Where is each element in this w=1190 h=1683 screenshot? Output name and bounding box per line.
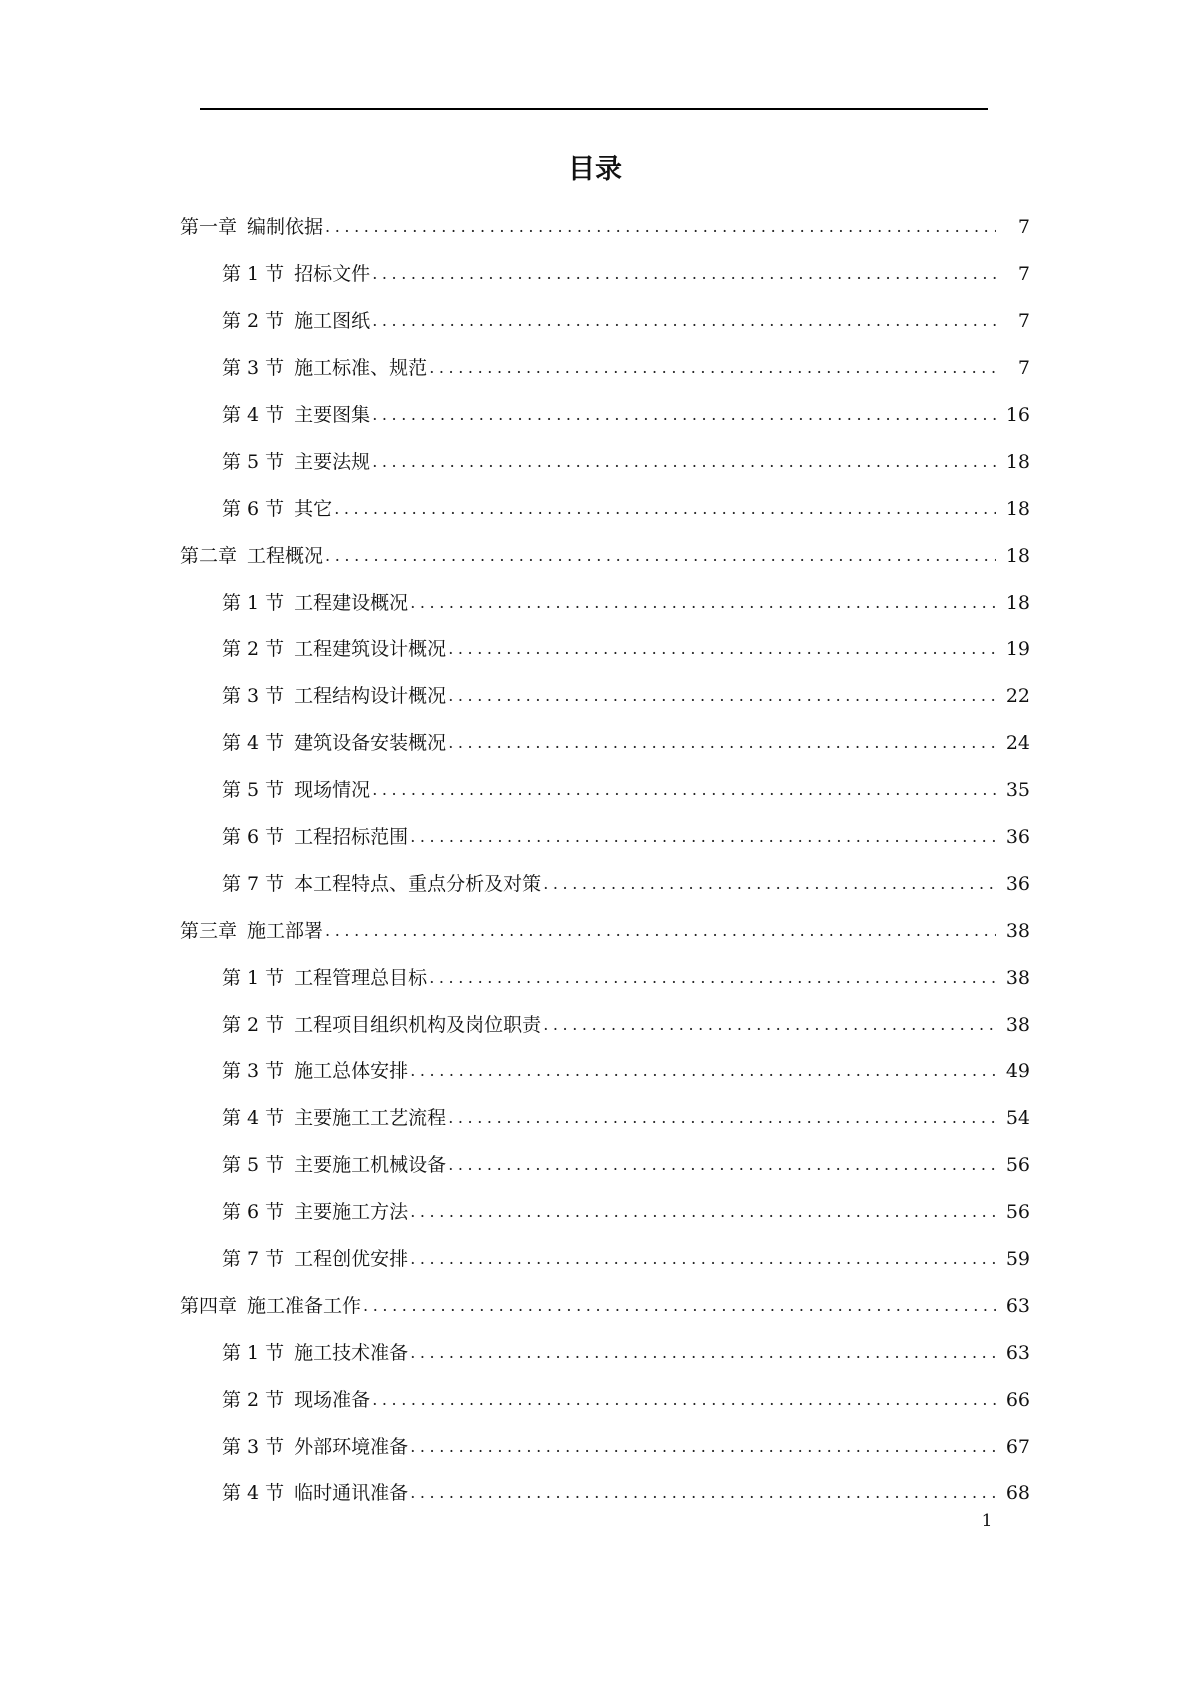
toc-entry-label	[222, 1106, 446, 1130]
toc-entry-title: 工程建设概况	[294, 591, 409, 614]
toc-section-entry[interactable]	[0, 438, 1190, 485]
toc-entry-label	[222, 1153, 446, 1177]
toc-entry-title: 主要施工方法	[294, 1201, 409, 1224]
toc-entry-label	[180, 1294, 361, 1318]
toc-entry-title: 施工准备工作	[247, 1294, 362, 1317]
toc-entry-number: 第 2 节	[222, 1388, 285, 1411]
toc-entry-number: 第 7 节	[222, 872, 285, 895]
toc-entry-title: 招标文件	[294, 263, 371, 286]
dot-leader	[448, 1106, 996, 1130]
toc-entry-page-number: 19	[1005, 638, 1030, 661]
toc-entry-label	[222, 403, 370, 427]
toc-entry-title: 施工标准、规范	[294, 357, 428, 380]
toc-entry-page-number: 68	[1005, 1482, 1030, 1505]
toc-entry-number: 第 6 节	[222, 1201, 285, 1224]
dot-leader	[410, 825, 996, 849]
toc-entry-page-number: 67	[1005, 1435, 1030, 1458]
toc-section-entry[interactable]	[0, 1048, 1190, 1095]
dot-leader	[410, 1481, 996, 1505]
toc-entry-page-number: 59	[1005, 1248, 1030, 1271]
toc-entry-label	[222, 637, 446, 661]
dot-leader	[372, 262, 996, 286]
toc-entry-page-number: 7	[1017, 310, 1030, 333]
toc-entry-label	[222, 778, 370, 802]
toc-entry-title: 施工总体安排	[294, 1060, 409, 1083]
dot-leader	[363, 1294, 996, 1318]
toc-entry-label	[222, 731, 446, 755]
toc-entry-page-number: 24	[1005, 732, 1030, 755]
dot-leader	[410, 1247, 996, 1271]
toc-entry-title: 工程管理总目标	[294, 966, 428, 989]
toc-entry-title: 建筑设备安装概况	[294, 732, 447, 755]
toc-section-entry[interactable]	[0, 392, 1190, 439]
toc-entry-label	[222, 1341, 408, 1365]
toc-entry-number: 第 1 节	[222, 1341, 285, 1364]
dot-leader	[325, 919, 996, 943]
toc-entry-title: 工程项目组织机构及岗位职责	[294, 1013, 542, 1036]
toc-entry-number: 第 2 节	[222, 310, 285, 333]
dot-leader	[429, 356, 996, 380]
toc-entry-title: 主要施工工艺流程	[294, 1107, 447, 1130]
toc-entry-label	[222, 1200, 408, 1224]
toc-entry-label	[222, 1247, 408, 1271]
toc-entry-title: 本工程特点、重点分析及对策	[294, 872, 542, 895]
toc-chapter-entry[interactable]	[0, 204, 1190, 251]
toc-section-entry[interactable]	[0, 1329, 1190, 1376]
toc-entry-page-number: 18	[1005, 591, 1030, 614]
toc-entry-page-number: 16	[1005, 404, 1030, 426]
dot-leader	[543, 872, 996, 896]
toc-section-entry[interactable]	[0, 1189, 1190, 1236]
toc-entry-title: 编制依据	[247, 216, 324, 239]
toc-entry-page-number: 18	[1005, 450, 1030, 473]
toc-entry-title: 主要施工机械设备	[294, 1154, 447, 1177]
dot-leader	[448, 684, 996, 708]
toc-entry-number: 第 3 节	[222, 1435, 285, 1458]
toc-entry-label	[180, 544, 323, 568]
toc-entry-page-number: 56	[1005, 1201, 1030, 1224]
toc-section-entry[interactable]	[0, 1376, 1190, 1423]
toc-section-entry[interactable]	[0, 673, 1190, 720]
toc-entry-label	[222, 1481, 408, 1505]
toc-entry-number: 第 1 节	[222, 591, 285, 614]
toc-entry-title: 工程招标范围	[294, 826, 409, 849]
dot-leader	[325, 215, 996, 239]
toc-entry-page-number: 36	[1005, 826, 1030, 849]
toc-entry-label	[222, 684, 446, 708]
toc-entry-label	[222, 1388, 370, 1412]
dot-leader	[372, 1388, 996, 1412]
dot-leader	[372, 309, 996, 333]
toc-entry-label	[222, 966, 427, 990]
toc-section-entry[interactable]	[0, 767, 1190, 814]
toc-section-entry[interactable]	[0, 954, 1190, 1001]
toc-entry-title: 工程结构设计概况	[294, 685, 447, 708]
toc-entry-page-number: 63	[1005, 1294, 1030, 1317]
toc-entry-label	[222, 1013, 541, 1037]
toc-entry-number: 第 4 节	[222, 732, 285, 755]
toc-entry-title: 其它	[294, 497, 333, 520]
toc-entry-number: 第 6 节	[222, 497, 285, 520]
toc-entry-title: 临时通讯准备	[294, 1482, 409, 1505]
toc-section-entry[interactable]	[0, 1470, 1190, 1517]
toc-entry-page-number: 66	[1005, 1388, 1030, 1411]
dot-leader	[448, 731, 996, 755]
toc-entry-number: 第二章	[180, 544, 238, 567]
page-title: 目录	[568, 154, 622, 185]
toc-section-entry[interactable]	[0, 579, 1190, 626]
dot-leader	[372, 403, 996, 427]
dot-leader	[448, 1153, 996, 1177]
toc-section-entry[interactable]	[0, 1095, 1190, 1142]
toc-entry-title: 施工图纸	[294, 310, 371, 333]
toc-entry-number: 第 1 节	[222, 263, 285, 286]
toc-section-entry[interactable]	[0, 626, 1190, 673]
toc-entry-number: 第 7 节	[222, 1248, 285, 1271]
dot-leader	[448, 637, 996, 661]
toc-entry-number: 第 3 节	[222, 685, 285, 708]
dot-leader	[410, 1435, 996, 1459]
toc-entry-number: 第 2 节	[222, 638, 285, 661]
toc-section-entry[interactable]	[0, 720, 1190, 767]
toc-entry-number: 第四章	[180, 1294, 238, 1317]
toc-entry-page-number: 7	[1017, 263, 1030, 286]
toc-entry-label	[222, 872, 541, 896]
toc-entry-title: 现场准备	[294, 1388, 371, 1411]
toc-entry-number: 第 4 节	[222, 1107, 285, 1130]
toc-chapter-entry[interactable]	[0, 1282, 1190, 1329]
toc-chapter-entry[interactable]	[0, 532, 1190, 579]
toc-entry-page-number: 63	[1005, 1341, 1030, 1364]
toc-entry-page-number: 54	[1005, 1107, 1030, 1130]
toc-entry-title: 主要法规	[294, 450, 371, 473]
dot-leader	[410, 591, 996, 615]
dot-leader	[429, 966, 996, 990]
dot-leader	[410, 1341, 996, 1365]
toc-entry-number: 第 5 节	[222, 450, 285, 473]
dot-leader	[410, 1200, 996, 1224]
toc-entry-page-number: 18	[1005, 497, 1030, 520]
toc-section-entry[interactable]	[0, 485, 1190, 532]
toc-section-entry[interactable]	[0, 1236, 1190, 1283]
toc-entry-page-number: 7	[1017, 357, 1030, 380]
toc-section-entry[interactable]	[0, 860, 1190, 907]
dot-leader	[372, 778, 996, 802]
toc-entry-number: 第一章	[180, 216, 238, 239]
toc-entry-page-number: 22	[1005, 685, 1030, 708]
toc-entry-label	[222, 1435, 408, 1459]
toc-entry-page-number: 35	[1005, 779, 1030, 802]
toc-entry-number: 第三章	[180, 919, 238, 942]
toc-entry-title: 现场情况	[294, 779, 371, 802]
dot-leader	[410, 1059, 996, 1083]
toc-entry-page-number: 38	[1005, 919, 1030, 942]
toc-entry-label	[222, 450, 370, 474]
dot-leader	[334, 497, 996, 521]
toc-entry-page-number: 38	[1005, 966, 1030, 989]
dot-leader	[325, 544, 996, 568]
toc-entry-label	[180, 215, 323, 239]
toc-entry-number: 第 3 节	[222, 357, 285, 380]
toc-section-entry[interactable]	[0, 1142, 1190, 1189]
toc-chapter-entry[interactable]	[0, 907, 1190, 954]
toc-entry-number: 第 2 节	[222, 1013, 285, 1036]
footer-page-number: 1	[981, 1511, 993, 1531]
toc-entry-label	[180, 919, 323, 943]
toc-entry-label	[222, 497, 332, 521]
toc-entry-page-number: 18	[1005, 544, 1030, 567]
table-of-contents	[0, 204, 1190, 1517]
toc-entry-title: 施工技术准备	[294, 1341, 409, 1364]
toc-entry-page-number: 49	[1005, 1060, 1030, 1083]
toc-entry-number: 第 6 节	[222, 826, 285, 849]
toc-entry-label	[222, 1059, 408, 1083]
toc-section-entry[interactable]	[0, 345, 1190, 392]
dot-leader	[543, 1013, 996, 1037]
toc-section-entry[interactable]	[0, 251, 1190, 298]
toc-entry-title: 工程创优安排	[294, 1248, 409, 1271]
header-rule	[200, 108, 988, 110]
toc-entry-title: 工程概况	[247, 544, 324, 567]
toc-entry-title: 施工部署	[247, 919, 324, 942]
toc-entry-page-number: 36	[1005, 872, 1030, 895]
toc-entry-title: 主要图集	[294, 404, 371, 426]
toc-entry-number: 第 4 节	[222, 404, 285, 426]
toc-entry-number: 第 5 节	[222, 1154, 285, 1177]
toc-entry-title: 外部环境准备	[294, 1435, 409, 1458]
toc-entry-number: 第 4 节	[222, 1482, 285, 1505]
toc-entry-number: 第 3 节	[222, 1060, 285, 1083]
toc-entry-page-number: 38	[1005, 1013, 1030, 1036]
dot-leader	[372, 450, 996, 474]
toc-entry-label	[222, 262, 370, 286]
toc-entry-label	[222, 825, 408, 849]
toc-section-entry[interactable]	[0, 814, 1190, 861]
toc-section-entry[interactable]	[0, 1423, 1190, 1470]
toc-entry-page-number: 7	[1017, 216, 1030, 239]
toc-entry-label	[222, 356, 427, 380]
toc-entry-title: 工程建筑设计概况	[294, 638, 447, 661]
toc-section-entry[interactable]	[0, 298, 1190, 345]
toc-entry-page-number: 56	[1005, 1154, 1030, 1177]
toc-entry-number: 第 1 节	[222, 966, 285, 989]
toc-entry-label	[222, 591, 408, 615]
toc-entry-number: 第 5 节	[222, 779, 285, 802]
toc-section-entry[interactable]	[0, 1001, 1190, 1048]
toc-entry-label	[222, 309, 370, 333]
